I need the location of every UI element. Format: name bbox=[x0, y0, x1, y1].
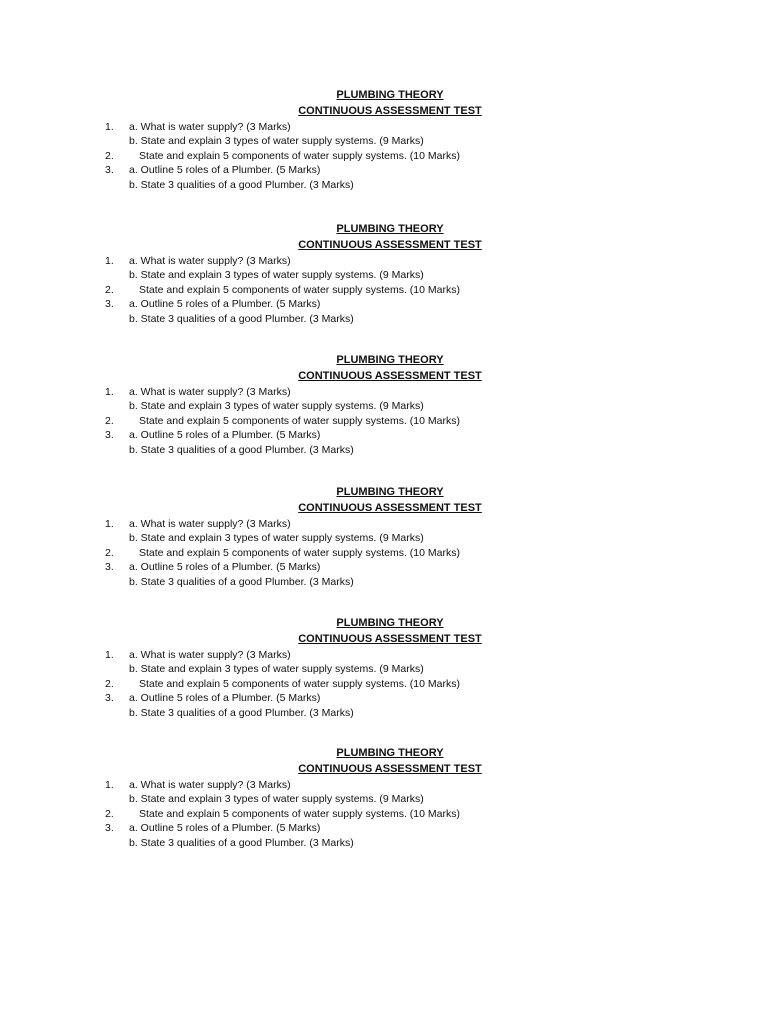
question-number: 1. bbox=[105, 518, 114, 530]
question-text: a. Outline 5 roles of a Plumber. (5 Marks) bbox=[129, 298, 321, 310]
question-text: State and explain 5 components of water supply systems. (10 Marks) bbox=[139, 547, 460, 559]
question-text: b. State and explain 3 types of water supply systems. (9 Marks) bbox=[129, 269, 424, 281]
question-text: b. State 3 qualities of a good Plumber. (3 Marks) bbox=[129, 179, 354, 191]
question-number: 1. bbox=[105, 121, 114, 133]
question-text: State and explain 5 components of water supply systems. (10 Marks) bbox=[139, 415, 460, 427]
question-text: b. State and explain 3 types of water supply systems. (9 Marks) bbox=[129, 400, 424, 412]
question-text: State and explain 5 components of water supply systems. (10 Marks) bbox=[139, 808, 460, 820]
question-text: State and explain 5 components of water supply systems. (10 Marks) bbox=[139, 678, 460, 690]
question-number: 3. bbox=[105, 692, 114, 704]
document-subtitle: CONTINUOUS ASSESSMENT TEST bbox=[298, 763, 482, 775]
question-text: a. Outline 5 roles of a Plumber. (5 Marks) bbox=[129, 429, 321, 441]
question-text: a. What is water supply? (3 Marks) bbox=[129, 121, 291, 133]
question-text: b. State 3 qualities of a good Plumber. (3 Marks) bbox=[129, 837, 354, 849]
document-subtitle: CONTINUOUS ASSESSMENT TEST bbox=[298, 370, 482, 382]
question-text: b. State and explain 3 types of water supply systems. (9 Marks) bbox=[129, 663, 424, 675]
question-number: 2. bbox=[105, 678, 114, 690]
question-number: 2. bbox=[105, 808, 114, 820]
document-subtitle: CONTINUOUS ASSESSMENT TEST bbox=[298, 633, 482, 645]
document-title: PLUMBING THEORY bbox=[336, 747, 444, 759]
question-text: a. What is water supply? (3 Marks) bbox=[129, 779, 291, 791]
question-text: b. State and explain 3 types of water supply systems. (9 Marks) bbox=[129, 793, 424, 805]
question-text: a. Outline 5 roles of a Plumber. (5 Marks) bbox=[129, 164, 321, 176]
question-number: 1. bbox=[105, 386, 114, 398]
question-number: 2. bbox=[105, 547, 114, 559]
question-text: b. State 3 qualities of a good Plumber. (3 Marks) bbox=[129, 707, 354, 719]
question-text: b. State 3 qualities of a good Plumber. (3 Marks) bbox=[129, 444, 354, 456]
question-number: 3. bbox=[105, 822, 114, 834]
question-number: 2. bbox=[105, 284, 114, 296]
question-number: 2. bbox=[105, 150, 114, 162]
question-text: a. Outline 5 roles of a Plumber. (5 Marks) bbox=[129, 822, 321, 834]
question-text: State and explain 5 components of water supply systems. (10 Marks) bbox=[139, 150, 460, 162]
document-subtitle: CONTINUOUS ASSESSMENT TEST bbox=[298, 239, 482, 251]
document-subtitle: CONTINUOUS ASSESSMENT TEST bbox=[298, 502, 482, 514]
document-title: PLUMBING THEORY bbox=[336, 223, 444, 235]
question-text: b. State 3 qualities of a good Plumber. (3 Marks) bbox=[129, 576, 354, 588]
document-title: PLUMBING THEORY bbox=[336, 354, 444, 366]
question-number: 1. bbox=[105, 255, 114, 267]
question-text: a. What is water supply? (3 Marks) bbox=[129, 386, 291, 398]
question-text: a. What is water supply? (3 Marks) bbox=[129, 649, 291, 661]
question-number: 3. bbox=[105, 561, 114, 573]
question-text: b. State and explain 3 types of water supply systems. (9 Marks) bbox=[129, 135, 424, 147]
question-number: 3. bbox=[105, 164, 114, 176]
document-subtitle: CONTINUOUS ASSESSMENT TEST bbox=[298, 105, 482, 117]
question-text: a. What is water supply? (3 Marks) bbox=[129, 518, 291, 530]
question-number: 2. bbox=[105, 415, 114, 427]
question-number: 1. bbox=[105, 649, 114, 661]
question-text: b. State 3 qualities of a good Plumber. (3 Marks) bbox=[129, 313, 354, 325]
question-text: b. State and explain 3 types of water supply systems. (9 Marks) bbox=[129, 532, 424, 544]
question-number: 3. bbox=[105, 298, 114, 310]
question-text: a. Outline 5 roles of a Plumber. (5 Marks) bbox=[129, 692, 321, 704]
document-title: PLUMBING THEORY bbox=[336, 617, 444, 629]
question-number: 1. bbox=[105, 779, 114, 791]
question-text: a. What is water supply? (3 Marks) bbox=[129, 255, 291, 267]
document-title: PLUMBING THEORY bbox=[336, 89, 444, 101]
document-title: PLUMBING THEORY bbox=[336, 486, 444, 498]
question-number: 3. bbox=[105, 429, 114, 441]
question-text: a. Outline 5 roles of a Plumber. (5 Marks) bbox=[129, 561, 321, 573]
question-text: State and explain 5 components of water supply systems. (10 Marks) bbox=[139, 284, 460, 296]
